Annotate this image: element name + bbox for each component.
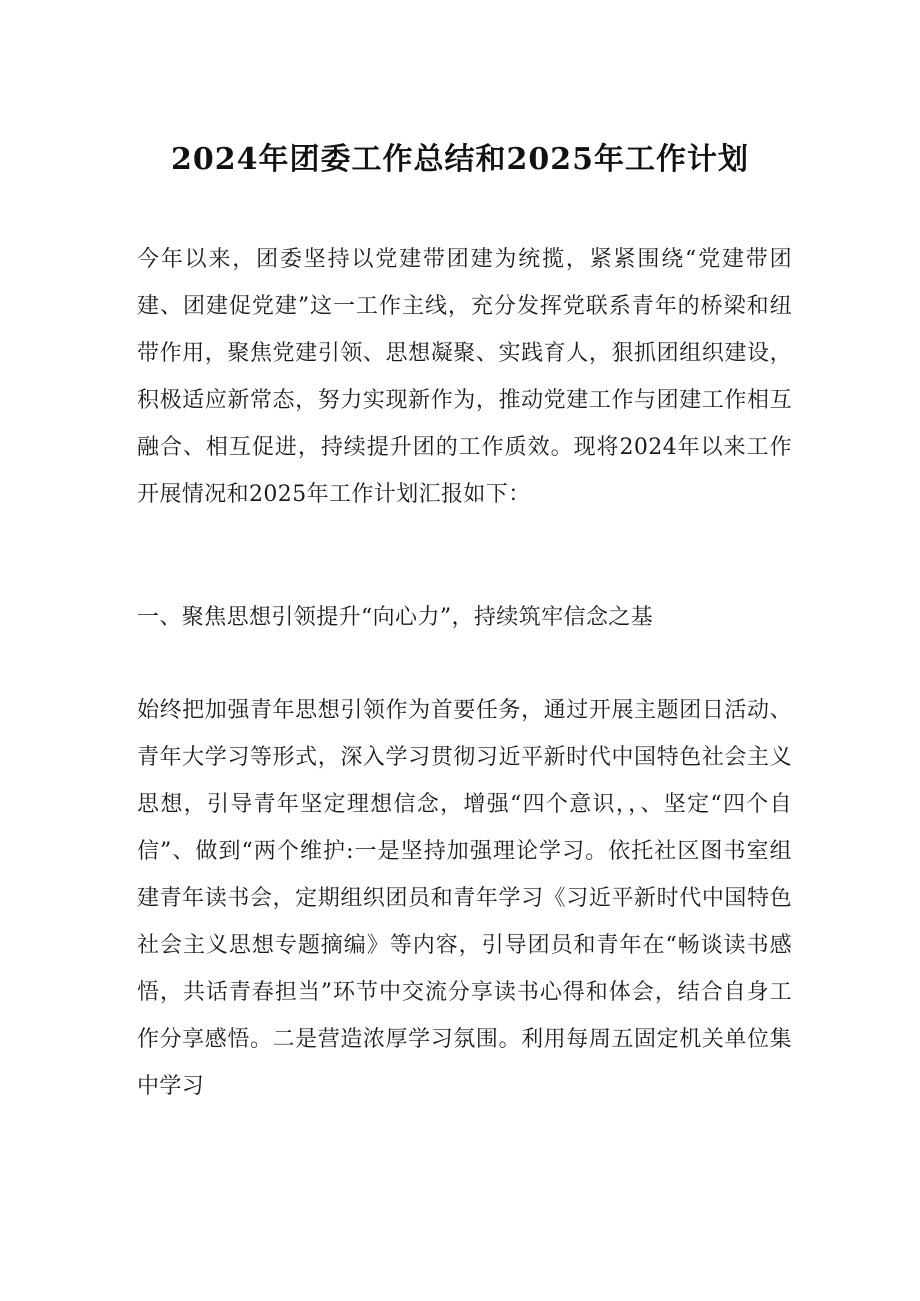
- section-heading: 一、聚焦思想引领提升“向心力”，持续筑牢信念之基: [137, 605, 654, 630]
- section-body-paragraph: 始终把加强青年思想引领作为首要任务，通过开展主题团日活动、青年大学习等形式，深入学习贯彻习近平新时代中国特色社会主义思想，引导青年坚定理想信念，增强“四个意识，，、坚定“四个自信”、做到“两个维护:一是坚持加强理论学习。依托社区图书室组建青年读书会，定期组织团员和青年学习《习近平新时代中国特色社会主义思想专题摘编》等内容，引导团员和青年在“畅谈读书感悟，共话青春担当”环节中交流分享读书心得和体会，结合自身工作分享感悟。二是营造浓厚学习氛围。利用每周五固定机关单位集中学习: [137, 698, 792, 1099]
- document-title: 2024年团委工作总结和2025年工作计划: [171, 142, 749, 177]
- intro-paragraph: 今年以来，团委坚持以党建带团建为统揽，紧紧围绕“党建带团建、团建促党建”这一工作主线，充分发挥党联系青年的桥梁和纽带作用，聚焦党建引领、思想凝聚、实践育人，狠抓团组织建设，积极适应新常态，努力实现新作为，推动党建工作与团建工作相互融合、相互促进，持续提升团的工作质效。现将2024年以来工作开展情况和2025年工作计划汇报如下：: [137, 247, 792, 507]
